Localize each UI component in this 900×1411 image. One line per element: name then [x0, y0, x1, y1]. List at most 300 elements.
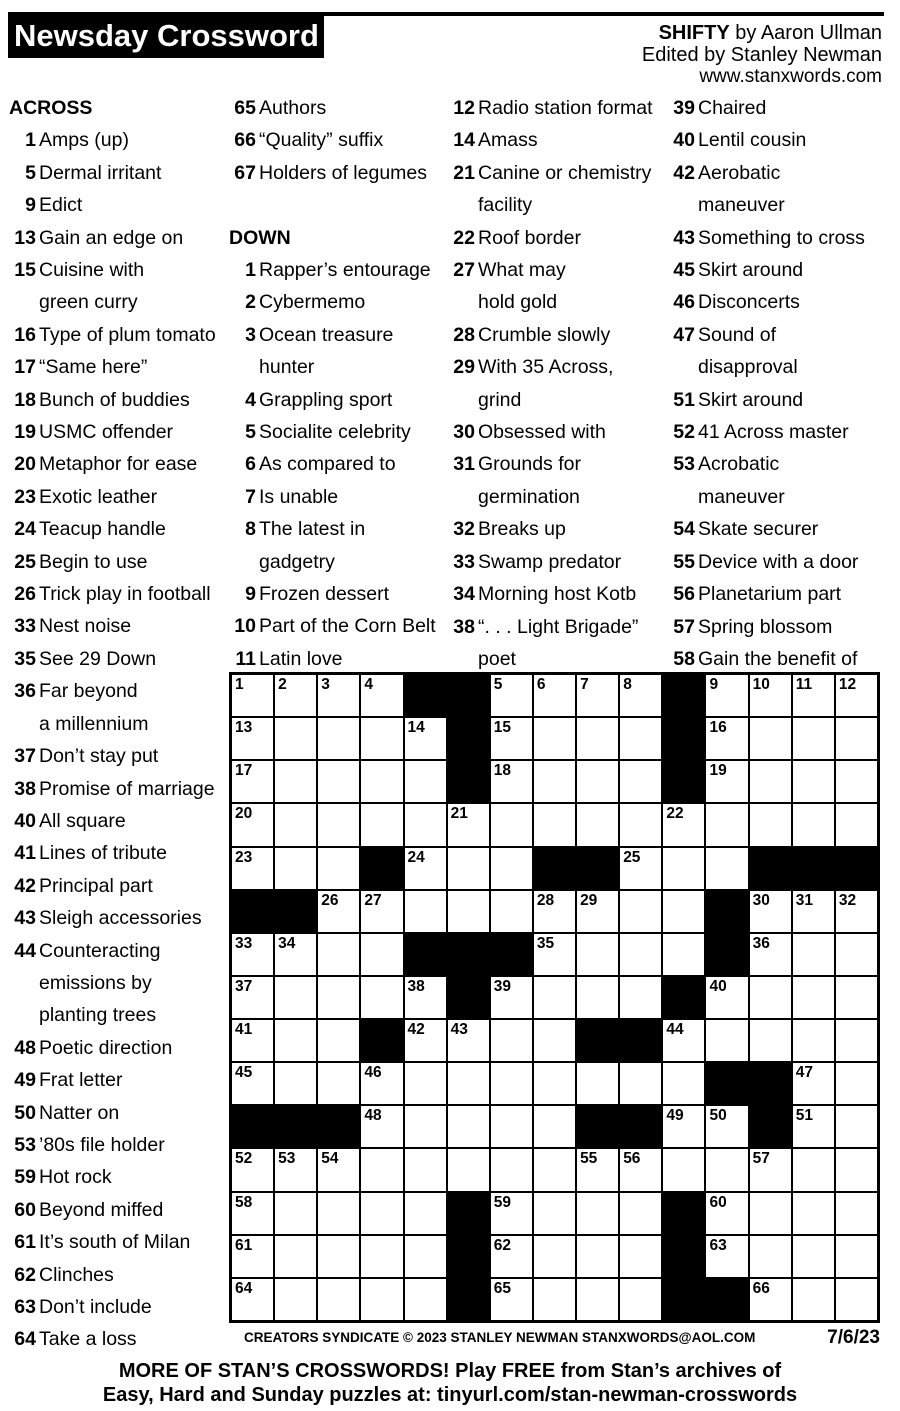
- clue-number: [229, 351, 256, 383]
- grid-cell[interactable]: [361, 804, 402, 845]
- black-square: [750, 1106, 791, 1147]
- grid-cell[interactable]: [361, 1149, 402, 1190]
- clue-text: Exotic leather: [39, 485, 158, 508]
- grid-cell[interactable]: [275, 1236, 316, 1277]
- grid-cell[interactable]: [577, 1063, 618, 1104]
- grid-cell[interactable]: [405, 1279, 446, 1320]
- grid-cell[interactable]: [620, 977, 661, 1018]
- grid-cell[interactable]: [232, 934, 273, 975]
- clue-text: Socialite celebrity: [259, 421, 411, 444]
- grid-cell[interactable]: [361, 1236, 402, 1277]
- across-heading: ACROSS: [9, 97, 93, 119]
- grid-cell[interactable]: [275, 1063, 316, 1104]
- cell-number: 2: [278, 676, 287, 693]
- clue-text: maneuver: [698, 194, 785, 217]
- clue-text: Sound of: [698, 323, 777, 346]
- grid-cell[interactable]: [620, 1193, 661, 1234]
- cell-number: 12: [838, 676, 857, 693]
- grid-cell[interactable]: [491, 1193, 532, 1234]
- grid-cell[interactable]: [405, 1236, 446, 1277]
- col4-clue: [668, 481, 883, 513]
- cell-number: 66: [752, 1279, 770, 1297]
- cell-number: 9: [709, 676, 719, 693]
- col3-clue: [448, 481, 663, 513]
- grid-cell[interactable]: [793, 675, 834, 716]
- grid-cell[interactable]: [534, 761, 575, 802]
- grid-cell[interactable]: [318, 934, 359, 975]
- grid-cell[interactable]: [534, 804, 575, 845]
- grid-cell[interactable]: [793, 977, 834, 1018]
- clue-number: 40: [14, 809, 36, 832]
- clue-number: 57: [673, 615, 695, 638]
- grid-cell[interactable]: [534, 1236, 575, 1277]
- clue-text: hunter: [259, 356, 315, 379]
- clue-text: a millennium: [39, 712, 149, 735]
- website-link[interactable]: www.stanxwords.com: [699, 66, 882, 87]
- cell-number: 64: [235, 1279, 253, 1297]
- clue-text: maneuver: [698, 485, 785, 508]
- grid-cell[interactable]: [663, 848, 704, 889]
- grid-cell[interactable]: [534, 1020, 575, 1061]
- grid-cell[interactable]: [620, 934, 661, 975]
- grid-cell[interactable]: [577, 1193, 618, 1234]
- grid-cell[interactable]: [232, 1279, 273, 1320]
- grid-cell[interactable]: [275, 1020, 316, 1061]
- grid-cell[interactable]: [706, 1236, 747, 1277]
- clue-text: “Quality” suffix: [259, 129, 384, 152]
- grid-cell[interactable]: [361, 1106, 402, 1147]
- grid-cell[interactable]: [577, 718, 618, 759]
- grid-cell[interactable]: [232, 1193, 273, 1234]
- clue-text: gadgetry: [259, 550, 335, 573]
- grid-cell[interactable]: [318, 1020, 359, 1061]
- grid-cell[interactable]: [275, 675, 316, 716]
- clue-number: 14: [453, 129, 475, 152]
- col1-clue: [9, 222, 224, 254]
- grid-cell[interactable]: [793, 1279, 834, 1320]
- grid-cell[interactable]: [275, 977, 316, 1018]
- grid-cell[interactable]: [275, 848, 316, 889]
- grid-cell[interactable]: [836, 1279, 877, 1320]
- grid-cell[interactable]: [318, 891, 359, 932]
- col2-down-clue: [229, 319, 444, 351]
- grid-cell[interactable]: [405, 977, 446, 1018]
- col2-across-clue: [229, 124, 444, 156]
- grid-cell[interactable]: [706, 761, 747, 802]
- col4-clue: [668, 319, 883, 351]
- clue-number: 36: [14, 680, 36, 703]
- clue-number: 66: [234, 129, 256, 152]
- grid-cell[interactable]: [491, 1063, 532, 1104]
- grid-cell[interactable]: [577, 934, 618, 975]
- grid-cell[interactable]: [706, 1149, 747, 1190]
- editor-line: Edited by Stanley Newman: [641, 44, 882, 66]
- grid-cell[interactable]: [405, 1063, 446, 1104]
- grid-cell[interactable]: [750, 675, 791, 716]
- grid-cell[interactable]: [448, 1063, 489, 1104]
- grid-cell[interactable]: [361, 977, 402, 1018]
- grid-cell[interactable]: [534, 934, 575, 975]
- grid-cell[interactable]: [448, 804, 489, 845]
- clue-number: 24: [14, 518, 36, 541]
- clue-text: Spring blossom: [698, 615, 833, 638]
- grid-cell[interactable]: [750, 977, 791, 1018]
- grid-cell[interactable]: [275, 1279, 316, 1320]
- clue-text: Breaks up: [478, 518, 566, 541]
- grid-cell[interactable]: [491, 977, 532, 1018]
- grid-cell[interactable]: [706, 977, 747, 1018]
- grid-cell[interactable]: [793, 761, 834, 802]
- col1-clue: [9, 1291, 224, 1323]
- grid-cell[interactable]: [663, 1149, 704, 1190]
- grid-cell[interactable]: [620, 804, 661, 845]
- clue-text: Far beyond: [39, 680, 138, 703]
- puzzle-title: SHIFTY: [658, 22, 730, 44]
- col1-clue: [9, 1226, 224, 1258]
- col3-clue: [448, 448, 663, 480]
- grid-cell[interactable]: [620, 1063, 661, 1104]
- cell-number: 52: [235, 1150, 253, 1168]
- grid-cell[interactable]: [577, 804, 618, 845]
- clue-number: 67: [234, 161, 256, 184]
- cell-number: 10: [752, 676, 770, 693]
- grid-cell[interactable]: [405, 761, 446, 802]
- clue-number: 65: [234, 97, 256, 119]
- cell-number: 31: [795, 891, 813, 909]
- grid-cell[interactable]: [361, 1063, 402, 1104]
- grid-cell[interactable]: [836, 1020, 877, 1061]
- grid-cell[interactable]: [491, 1020, 532, 1061]
- clue-number: 15: [14, 259, 36, 282]
- clue-number: 31: [453, 453, 475, 476]
- grid-cell[interactable]: [836, 1063, 877, 1104]
- grid-cell[interactable]: [275, 718, 316, 759]
- black-square: [706, 934, 747, 975]
- col4-clue: [668, 513, 883, 545]
- grid-cell[interactable]: [836, 1106, 877, 1147]
- grid-cell[interactable]: [491, 718, 532, 759]
- grid-cell[interactable]: [318, 1063, 359, 1104]
- grid-cell[interactable]: [577, 891, 618, 932]
- grid-cell[interactable]: [232, 1020, 273, 1061]
- promo-line-2[interactable]: Easy, Hard and Sunday puzzles at: tinyurl.com/stan-newman-crosswords: [102, 1384, 798, 1406]
- clue-text: Something to cross: [698, 226, 865, 249]
- grid-cell[interactable]: [706, 804, 747, 845]
- grid-cell[interactable]: [361, 891, 402, 932]
- grid-cell[interactable]: [318, 718, 359, 759]
- grid-cell[interactable]: [793, 1020, 834, 1061]
- grid-cell[interactable]: [836, 977, 877, 1018]
- grid-cell[interactable]: [491, 761, 532, 802]
- grid-cell[interactable]: [793, 1193, 834, 1234]
- clue-text: Grounds for: [478, 453, 581, 476]
- grid-cell[interactable]: [448, 891, 489, 932]
- grid-cell[interactable]: [361, 675, 402, 716]
- grid-cell[interactable]: [577, 1279, 618, 1320]
- col1-clue: [9, 286, 224, 318]
- grid-cell[interactable]: [793, 1106, 834, 1147]
- grid-cell[interactable]: [318, 1279, 359, 1320]
- clue-number: 22: [453, 226, 475, 249]
- grid-cell[interactable]: [793, 1149, 834, 1190]
- grid-cell[interactable]: [232, 1063, 273, 1104]
- grid-cell[interactable]: [793, 934, 834, 975]
- clue-text: Rapper’s entourage: [259, 259, 431, 281]
- grid-cell[interactable]: [706, 675, 747, 716]
- grid-cell[interactable]: [491, 1149, 532, 1190]
- grid-cell[interactable]: [750, 891, 791, 932]
- grid-cell[interactable]: [534, 1063, 575, 1104]
- grid-cell[interactable]: [750, 1279, 791, 1320]
- grid-cell[interactable]: [275, 1149, 316, 1190]
- clue-text: Edict: [39, 194, 83, 217]
- grid-cell[interactable]: [232, 675, 273, 716]
- grid-cell[interactable]: [318, 1236, 359, 1277]
- clue-text: facility: [478, 194, 533, 217]
- clue-text: Crumble slowly: [478, 323, 611, 346]
- black-square: [663, 675, 704, 716]
- grid-cell[interactable]: [534, 891, 575, 932]
- grid-cell[interactable]: [491, 675, 532, 716]
- grid-cell[interactable]: [405, 891, 446, 932]
- cell-number: 44: [666, 1021, 684, 1039]
- grid-cell[interactable]: [620, 718, 661, 759]
- col1-clue: [9, 805, 224, 837]
- grid-cell[interactable]: [750, 1236, 791, 1277]
- col2-down-clue: [229, 481, 444, 513]
- grid-cell[interactable]: [361, 1279, 402, 1320]
- grid-cell[interactable]: [361, 1193, 402, 1234]
- clue-number: 41: [14, 842, 36, 865]
- grid-cell[interactable]: [793, 804, 834, 845]
- grid-cell[interactable]: [750, 718, 791, 759]
- clue-text: Cybermemo: [259, 291, 366, 314]
- grid-cell[interactable]: [750, 934, 791, 975]
- grid-cell[interactable]: [405, 804, 446, 845]
- clue-text: Roof border: [478, 226, 581, 249]
- grid-cell[interactable]: [620, 1279, 661, 1320]
- grid-cell[interactable]: [620, 675, 661, 716]
- clue-text: Authors: [259, 97, 327, 119]
- grid-cell[interactable]: [232, 1236, 273, 1277]
- cell-number: 1: [235, 676, 244, 693]
- clue-text: Aerobatic: [698, 161, 781, 184]
- grid-cell[interactable]: [663, 1020, 704, 1061]
- clue-text: Lines of tribute: [39, 842, 167, 865]
- clue-number: [9, 286, 36, 318]
- clue-text: Metaphor for ease: [39, 453, 198, 476]
- grid-cell[interactable]: [836, 891, 877, 932]
- grid-cell[interactable]: [577, 1149, 618, 1190]
- grid-cell[interactable]: [620, 891, 661, 932]
- grid-cell[interactable]: [275, 934, 316, 975]
- grid-cell[interactable]: [534, 977, 575, 1018]
- grid-cell[interactable]: [577, 675, 618, 716]
- grid-cell[interactable]: [232, 1149, 273, 1190]
- grid-cell[interactable]: [232, 761, 273, 802]
- clue-number: 59: [14, 1166, 36, 1189]
- grid-cell[interactable]: [448, 848, 489, 889]
- grid-cell[interactable]: [663, 1106, 704, 1147]
- col4-clue: [668, 254, 883, 286]
- col3-clue: [448, 157, 663, 189]
- cell-number: 5: [493, 676, 503, 693]
- clue-number: 53: [14, 1133, 36, 1156]
- grid-cell[interactable]: [405, 718, 446, 759]
- grid-cell[interactable]: [836, 804, 877, 845]
- col1-clue: [9, 740, 224, 772]
- clue-text: Begin to use: [39, 550, 148, 573]
- grid-cell[interactable]: [750, 1020, 791, 1061]
- grid-cell[interactable]: [534, 675, 575, 716]
- grid-cell[interactable]: [836, 718, 877, 759]
- grid-cell[interactable]: [232, 977, 273, 1018]
- clue-number: 10: [234, 615, 256, 638]
- clue-text: grind: [478, 388, 522, 411]
- grid-cell[interactable]: [491, 1236, 532, 1277]
- clue-number: 55: [673, 550, 695, 573]
- grid-cell[interactable]: [663, 934, 704, 975]
- clue-number: 35: [14, 647, 36, 670]
- grid-cell[interactable]: [318, 1193, 359, 1234]
- grid-cell[interactable]: [663, 804, 704, 845]
- grid-cell[interactable]: [534, 1106, 575, 1147]
- grid-cell[interactable]: [232, 718, 273, 759]
- col1-clue: [9, 1194, 224, 1226]
- grid-cell[interactable]: [706, 848, 747, 889]
- cell-number: 62: [493, 1236, 512, 1254]
- grid-cell[interactable]: [836, 1236, 877, 1277]
- grid-cell[interactable]: [448, 1020, 489, 1061]
- grid-cell[interactable]: [405, 1020, 446, 1061]
- col1-clue: [9, 481, 224, 513]
- grid-cell[interactable]: [405, 1193, 446, 1234]
- grid-cell[interactable]: [793, 1063, 834, 1104]
- col1-clue: [9, 870, 224, 902]
- black-square: [750, 848, 791, 889]
- grid-cell[interactable]: [318, 761, 359, 802]
- clue-text: Nest noise: [39, 615, 132, 638]
- clue-number: 39: [673, 97, 695, 119]
- grid-cell[interactable]: [663, 891, 704, 932]
- clue-text: Type of plum tomato: [39, 323, 216, 346]
- grid-cell[interactable]: [534, 718, 575, 759]
- grid-cell[interactable]: [405, 1149, 446, 1190]
- cell-number: 37: [235, 977, 253, 995]
- grid-cell[interactable]: [448, 1149, 489, 1190]
- col4-clue: [668, 222, 883, 254]
- grid-cell[interactable]: [620, 1149, 661, 1190]
- black-square: [663, 977, 704, 1018]
- clue-text: 41 Across master: [698, 421, 849, 444]
- grid-cell[interactable]: [793, 891, 834, 932]
- grid-cell[interactable]: [405, 1106, 446, 1147]
- clue-number: 9: [25, 194, 36, 217]
- grid-cell[interactable]: [577, 1236, 618, 1277]
- grid-cell[interactable]: [361, 718, 402, 759]
- grid-cell[interactable]: [534, 1279, 575, 1320]
- grid-cell[interactable]: [706, 1020, 747, 1061]
- clue-text: Device with a door: [698, 550, 859, 573]
- grid-cell[interactable]: [448, 1106, 489, 1147]
- clue-number: 8: [245, 518, 256, 541]
- grid-cell[interactable]: [534, 1193, 575, 1234]
- col3-clue: [448, 384, 663, 416]
- grid-cell[interactable]: [750, 1149, 791, 1190]
- black-square: [663, 761, 704, 802]
- grid-cell[interactable]: [534, 1149, 575, 1190]
- col4-clue: [668, 189, 883, 221]
- grid-cell[interactable]: [793, 718, 834, 759]
- grid-cell[interactable]: [706, 718, 747, 759]
- cell-number: 14: [407, 719, 425, 737]
- grid-cell[interactable]: [232, 848, 273, 889]
- grid-cell[interactable]: [836, 675, 877, 716]
- clue-text: Poetic direction: [39, 1036, 173, 1059]
- cell-number: 50: [709, 1107, 727, 1125]
- clue-text: Latin love: [259, 647, 343, 670]
- black-square: [448, 1236, 489, 1277]
- grid-cell[interactable]: [620, 1236, 661, 1277]
- grid-cell[interactable]: [793, 1236, 834, 1277]
- grid-cell[interactable]: [318, 1149, 359, 1190]
- grid-cell[interactable]: [275, 761, 316, 802]
- grid-cell[interactable]: [836, 761, 877, 802]
- grid-cell[interactable]: [577, 761, 618, 802]
- grid-cell[interactable]: [706, 1106, 747, 1147]
- grid-cell[interactable]: [620, 761, 661, 802]
- clue-text: Amps (up): [39, 129, 129, 152]
- col2-down-clue: [229, 643, 444, 675]
- clue-number: 50: [14, 1101, 36, 1124]
- grid-cell[interactable]: [275, 1193, 316, 1234]
- grid-cell[interactable]: [836, 1193, 877, 1234]
- clue-text: With 35 Across,: [478, 356, 614, 379]
- grid-cell[interactable]: [405, 848, 446, 889]
- grid-cell[interactable]: [491, 1279, 532, 1320]
- grid-cell[interactable]: [750, 1193, 791, 1234]
- grid-cell[interactable]: [361, 934, 402, 975]
- col1-clue: [9, 448, 224, 480]
- cell-number: 8: [623, 676, 632, 693]
- grid-cell[interactable]: [750, 804, 791, 845]
- grid-cell[interactable]: [491, 891, 532, 932]
- grid-cell[interactable]: [318, 848, 359, 889]
- grid-cell[interactable]: [318, 675, 359, 716]
- grid-cell[interactable]: [750, 761, 791, 802]
- grid-cell[interactable]: [491, 804, 532, 845]
- grid-cell[interactable]: [232, 804, 273, 845]
- syndicate-credit: CREATORS SYNDICATE © 2023 STANLEY NEWMAN STANXWORDS@AOL.COM: [244, 1330, 756, 1345]
- grid-cell[interactable]: [836, 934, 877, 975]
- grid-cell[interactable]: [318, 804, 359, 845]
- col1-clue: [9, 773, 224, 805]
- grid-cell[interactable]: [663, 1063, 704, 1104]
- grid-cell[interactable]: [836, 1149, 877, 1190]
- grid-cell[interactable]: [706, 1193, 747, 1234]
- grid-cell[interactable]: [620, 848, 661, 889]
- grid-cell[interactable]: [275, 804, 316, 845]
- clue-text: Obsessed with: [478, 421, 606, 444]
- clue-text: Disconcerts: [698, 291, 800, 314]
- col1-clue: [9, 935, 224, 967]
- grid-cell[interactable]: [491, 1106, 532, 1147]
- grid-cell[interactable]: [491, 848, 532, 889]
- grid-cell[interactable]: [318, 977, 359, 1018]
- grid-cell[interactable]: [577, 977, 618, 1018]
- grid-cell[interactable]: [361, 761, 402, 802]
- col3-clue: [448, 92, 663, 124]
